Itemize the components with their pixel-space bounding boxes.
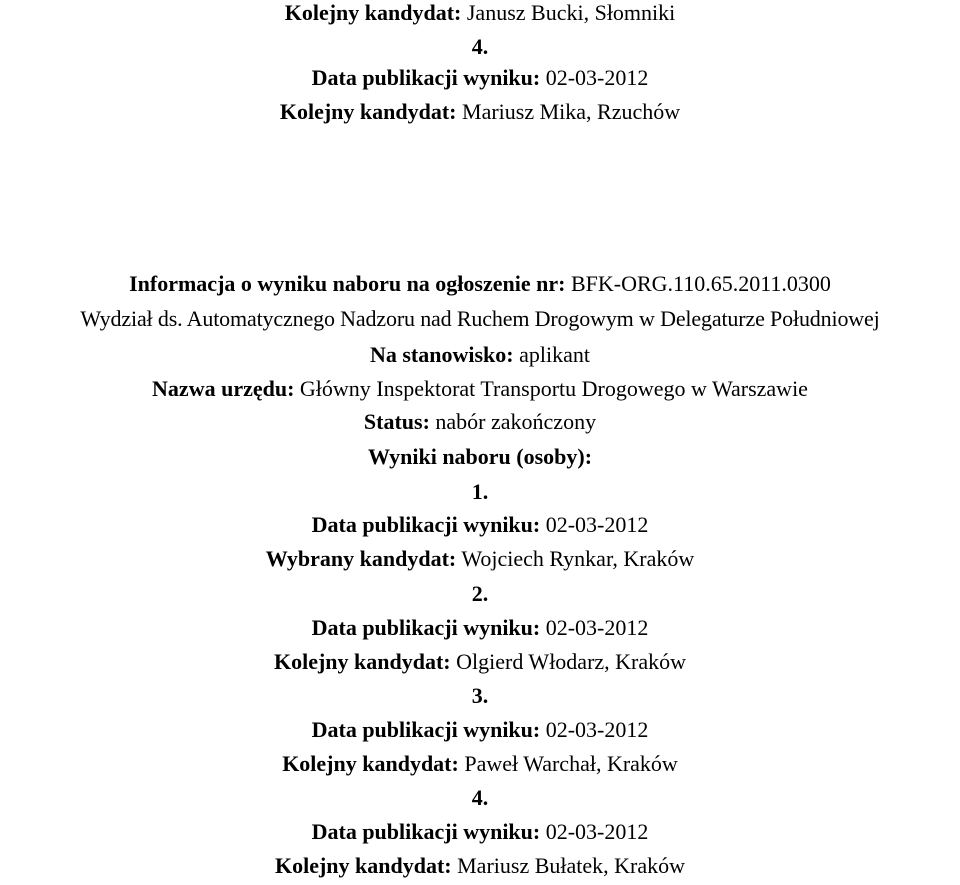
publication-date-line	[0, 63, 960, 93]
result-number: 2.	[471, 581, 489, 606]
department-name: Wydział ds. Automatycznego Nadzoru nad Ruchem Drogowym w Delegaturze Południowej	[80, 306, 880, 331]
publication-date-label: Data publikacji wyniku:	[311, 512, 541, 537]
candidate-value: Paweł Warchał, Kraków	[464, 751, 678, 776]
publication-date-value: 02-03-2012	[545, 717, 649, 742]
office-line	[0, 374, 960, 404]
department-line	[0, 304, 960, 334]
candidate-label: Kolejny kandydat:	[273, 649, 451, 674]
publication-date-line	[0, 715, 960, 745]
publication-date-value: 02-03-2012	[545, 65, 649, 90]
announcement-info-line	[0, 269, 960, 299]
candidate-label: Kolejny kandydat:	[274, 853, 452, 878]
candidate-label: Kolejny kandydat:	[282, 751, 459, 776]
result-number: 4.	[471, 34, 489, 59]
candidate-label: Kolejny kandydat:	[279, 99, 457, 124]
candidate-line	[0, 97, 960, 127]
announcement-number: BFK-ORG.110.65.2011.0300	[570, 271, 831, 296]
office-label: Nazwa urzędu:	[152, 376, 295, 401]
publication-date-line	[0, 510, 960, 540]
candidate-value: Olgierd Włodarz, Kraków	[456, 649, 687, 674]
status-value: nabór zakończony	[435, 409, 597, 434]
publication-date-label: Data publikacji wyniku:	[311, 717, 541, 742]
candidate-value: Wojciech Rynkar, Kraków	[461, 546, 695, 571]
candidate-value: Mariusz Mika, Rzuchów	[462, 99, 681, 124]
publication-date-label: Data publikacji wyniku:	[311, 615, 541, 640]
publication-date-value: 02-03-2012	[545, 819, 649, 844]
candidate-value: Mariusz Bułatek, Kraków	[457, 853, 686, 878]
candidate-label: Kolejny kandydat:	[284, 0, 462, 25]
candidate-line	[0, 851, 960, 881]
position-label: Na stanowisko:	[369, 342, 514, 367]
results-heading: Wyniki naboru (osoby):	[367, 444, 593, 469]
result-number: 1.	[471, 479, 489, 504]
status-line	[0, 407, 960, 437]
status-label: Status:	[363, 409, 430, 434]
result-number: 3.	[471, 683, 489, 708]
publication-date-value: 02-03-2012	[545, 615, 649, 640]
office-value: Główny Inspektorat Transportu Drogowego w Warszawie	[299, 376, 808, 401]
position-value: aplikant	[519, 342, 590, 367]
publication-date-label: Data publikacji wyniku:	[311, 65, 541, 90]
candidate-line	[0, 0, 960, 28]
publication-date-label: Data publikacji wyniku:	[311, 819, 541, 844]
publication-date-value: 02-03-2012	[545, 512, 649, 537]
publication-date-line	[0, 613, 960, 643]
publication-date-line	[0, 817, 960, 847]
candidate-line	[0, 647, 960, 677]
result-number: 4.	[471, 785, 489, 810]
position-line	[0, 340, 960, 370]
candidate-label: Wybrany kandydat:	[265, 546, 457, 571]
candidate-line	[0, 544, 960, 574]
announcement-info-label: Informacja o wyniku naboru na ogłoszenie nr:	[129, 271, 566, 296]
candidate-line	[0, 749, 960, 779]
candidate-value: Janusz Bucki, Słomniki	[466, 0, 676, 25]
